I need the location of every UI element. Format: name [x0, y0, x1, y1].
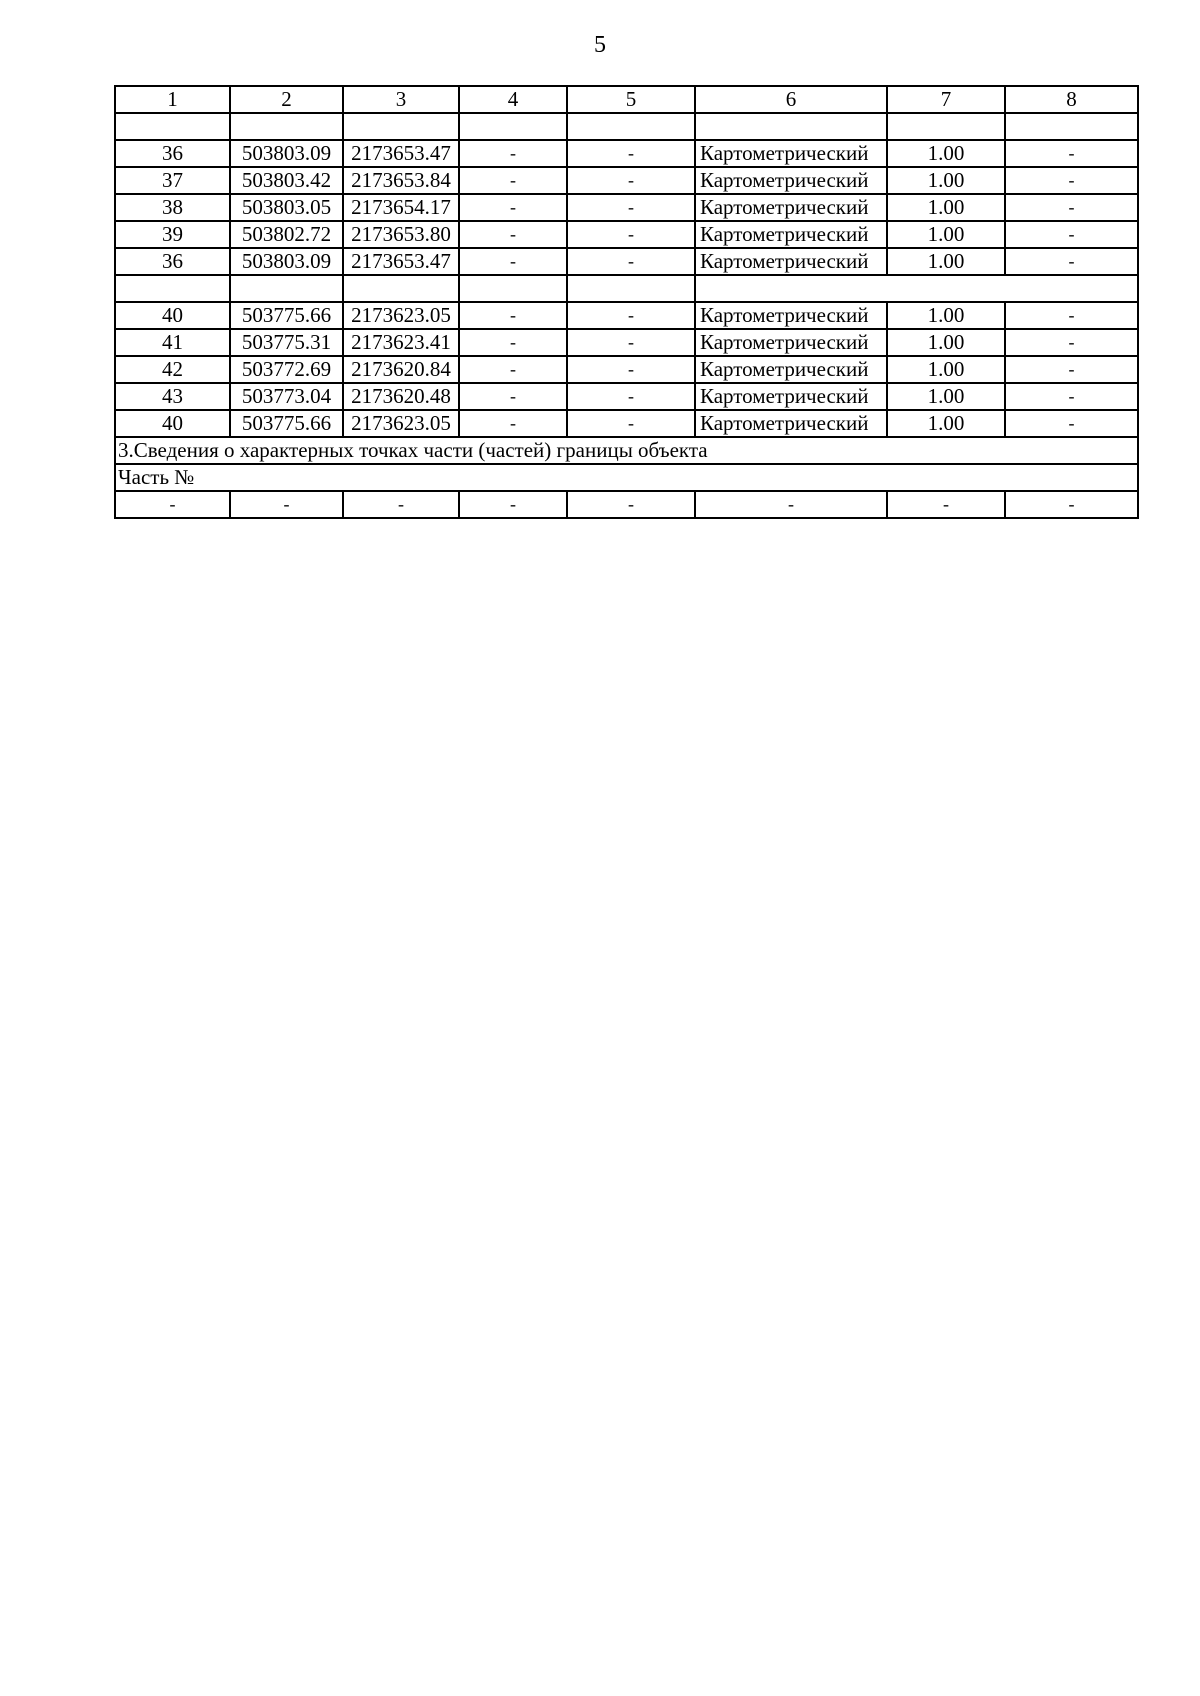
column-8-cell: -	[1005, 383, 1138, 410]
y-coordinate-cell: 2173623.05	[343, 302, 459, 329]
header-cell: 8	[1005, 86, 1138, 113]
part-label: Часть №	[115, 464, 1138, 491]
point-number-cell: 36	[115, 248, 230, 275]
column-4-cell: -	[459, 167, 567, 194]
point-number-cell: 40	[115, 302, 230, 329]
column-4-cell: -	[459, 194, 567, 221]
y-coordinate-cell: 2173653.47	[343, 140, 459, 167]
section-title-row	[115, 437, 1138, 464]
column-4-cell: -	[459, 140, 567, 167]
x-coordinate-cell: 503803.09	[230, 140, 343, 167]
accuracy-cell: 1.00	[887, 410, 1005, 437]
part-dash-row	[115, 491, 1138, 518]
dash-cell: -	[230, 491, 343, 518]
empty-merged-cell	[695, 275, 1138, 302]
point-number-cell: 42	[115, 356, 230, 383]
empty-cell	[343, 113, 459, 140]
point-row	[115, 383, 1138, 410]
method-cell: Картометрический	[695, 221, 887, 248]
dash-cell: -	[1005, 491, 1138, 518]
point-number-cell: 40	[115, 410, 230, 437]
point-number-cell: 41	[115, 329, 230, 356]
empty-cell	[459, 113, 567, 140]
table-body	[115, 86, 1138, 518]
column-4-cell: -	[459, 248, 567, 275]
section-title: 3.Сведения о характерных точках части (частей) границы объекта	[115, 437, 1138, 464]
column-4-cell: -	[459, 383, 567, 410]
method-cell: Картометрический	[695, 302, 887, 329]
accuracy-cell: 1.00	[887, 140, 1005, 167]
empty-cell	[343, 275, 459, 302]
column-4-cell: -	[459, 221, 567, 248]
column-8-cell: -	[1005, 140, 1138, 167]
y-coordinate-cell: 2173653.80	[343, 221, 459, 248]
point-number-cell: 37	[115, 167, 230, 194]
empty-cell	[567, 113, 695, 140]
empty-cell	[115, 113, 230, 140]
dash-cell: -	[695, 491, 887, 518]
accuracy-cell: 1.00	[887, 221, 1005, 248]
point-row	[115, 329, 1138, 356]
method-cell: Картометрический	[695, 410, 887, 437]
point-number-cell: 38	[115, 194, 230, 221]
column-5-cell: -	[567, 140, 695, 167]
column-8-cell: -	[1005, 329, 1138, 356]
accuracy-cell: 1.00	[887, 248, 1005, 275]
accuracy-cell: 1.00	[887, 302, 1005, 329]
dash-cell: -	[887, 491, 1005, 518]
column-5-cell: -	[567, 248, 695, 275]
column-8-cell: -	[1005, 302, 1138, 329]
dash-cell: -	[115, 491, 230, 518]
point-row	[115, 167, 1138, 194]
method-cell: Картометрический	[695, 140, 887, 167]
x-coordinate-cell: 503775.31	[230, 329, 343, 356]
x-coordinate-cell: 503772.69	[230, 356, 343, 383]
column-8-cell: -	[1005, 194, 1138, 221]
point-row	[115, 194, 1138, 221]
method-cell: Картометрический	[695, 329, 887, 356]
empty-cell	[1005, 113, 1138, 140]
column-8-cell: -	[1005, 410, 1138, 437]
column-4-cell: -	[459, 410, 567, 437]
y-coordinate-cell: 2173623.41	[343, 329, 459, 356]
y-coordinate-cell: 2173653.84	[343, 167, 459, 194]
header-row	[115, 86, 1138, 113]
page-number: 5	[594, 32, 606, 58]
x-coordinate-cell: 503773.04	[230, 383, 343, 410]
accuracy-cell: 1.00	[887, 194, 1005, 221]
y-coordinate-cell: 2173620.84	[343, 356, 459, 383]
column-8-cell: -	[1005, 167, 1138, 194]
empty-cell	[695, 113, 887, 140]
point-number-cell: 39	[115, 221, 230, 248]
method-cell: Картометрический	[695, 383, 887, 410]
point-row	[115, 221, 1138, 248]
point-row	[115, 356, 1138, 383]
point-number-cell: 43	[115, 383, 230, 410]
x-coordinate-cell: 503775.66	[230, 410, 343, 437]
x-coordinate-cell: 503803.09	[230, 248, 343, 275]
column-4-cell: -	[459, 356, 567, 383]
y-coordinate-cell: 2173623.05	[343, 410, 459, 437]
column-8-cell: -	[1005, 248, 1138, 275]
accuracy-cell: 1.00	[887, 356, 1005, 383]
dash-cell: -	[343, 491, 459, 518]
point-row	[115, 302, 1138, 329]
empty-cell	[567, 275, 695, 302]
y-coordinate-cell: 2173620.48	[343, 383, 459, 410]
header-cell: 4	[459, 86, 567, 113]
column-5-cell: -	[567, 356, 695, 383]
x-coordinate-cell: 503802.72	[230, 221, 343, 248]
empty-cell	[230, 113, 343, 140]
empty-cell	[115, 275, 230, 302]
empty-cell	[230, 275, 343, 302]
method-cell: Картометрический	[695, 248, 887, 275]
contour-separator-row	[115, 275, 1138, 302]
header-cell: 6	[695, 86, 887, 113]
header-cell: 2	[230, 86, 343, 113]
point-row	[115, 410, 1138, 437]
dash-cell: -	[567, 491, 695, 518]
column-5-cell: -	[567, 410, 695, 437]
header-cell: 1	[115, 86, 230, 113]
empty-cell	[459, 275, 567, 302]
part-label-row	[115, 464, 1138, 491]
boundary-points-table	[114, 85, 1139, 519]
x-coordinate-cell: 503803.05	[230, 194, 343, 221]
column-5-cell: -	[567, 302, 695, 329]
method-cell: Картометрический	[695, 356, 887, 383]
x-coordinate-cell: 503775.66	[230, 302, 343, 329]
empty-cell	[887, 113, 1005, 140]
point-row	[115, 248, 1138, 275]
empty-row	[115, 113, 1138, 140]
x-coordinate-cell: 503803.42	[230, 167, 343, 194]
column-5-cell: -	[567, 221, 695, 248]
dash-cell: -	[459, 491, 567, 518]
y-coordinate-cell: 2173653.47	[343, 248, 459, 275]
accuracy-cell: 1.00	[887, 167, 1005, 194]
method-cell: Картометрический	[695, 167, 887, 194]
column-8-cell: -	[1005, 356, 1138, 383]
method-cell: Картометрический	[695, 194, 887, 221]
column-4-cell: -	[459, 329, 567, 356]
header-cell: 3	[343, 86, 459, 113]
column-5-cell: -	[567, 194, 695, 221]
header-cell: 5	[567, 86, 695, 113]
column-5-cell: -	[567, 329, 695, 356]
column-5-cell: -	[567, 383, 695, 410]
point-number-cell: 36	[115, 140, 230, 167]
column-8-cell: -	[1005, 221, 1138, 248]
accuracy-cell: 1.00	[887, 329, 1005, 356]
y-coordinate-cell: 2173654.17	[343, 194, 459, 221]
point-row	[115, 140, 1138, 167]
column-4-cell: -	[459, 302, 567, 329]
accuracy-cell: 1.00	[887, 383, 1005, 410]
column-5-cell: -	[567, 167, 695, 194]
header-cell: 7	[887, 86, 1005, 113]
